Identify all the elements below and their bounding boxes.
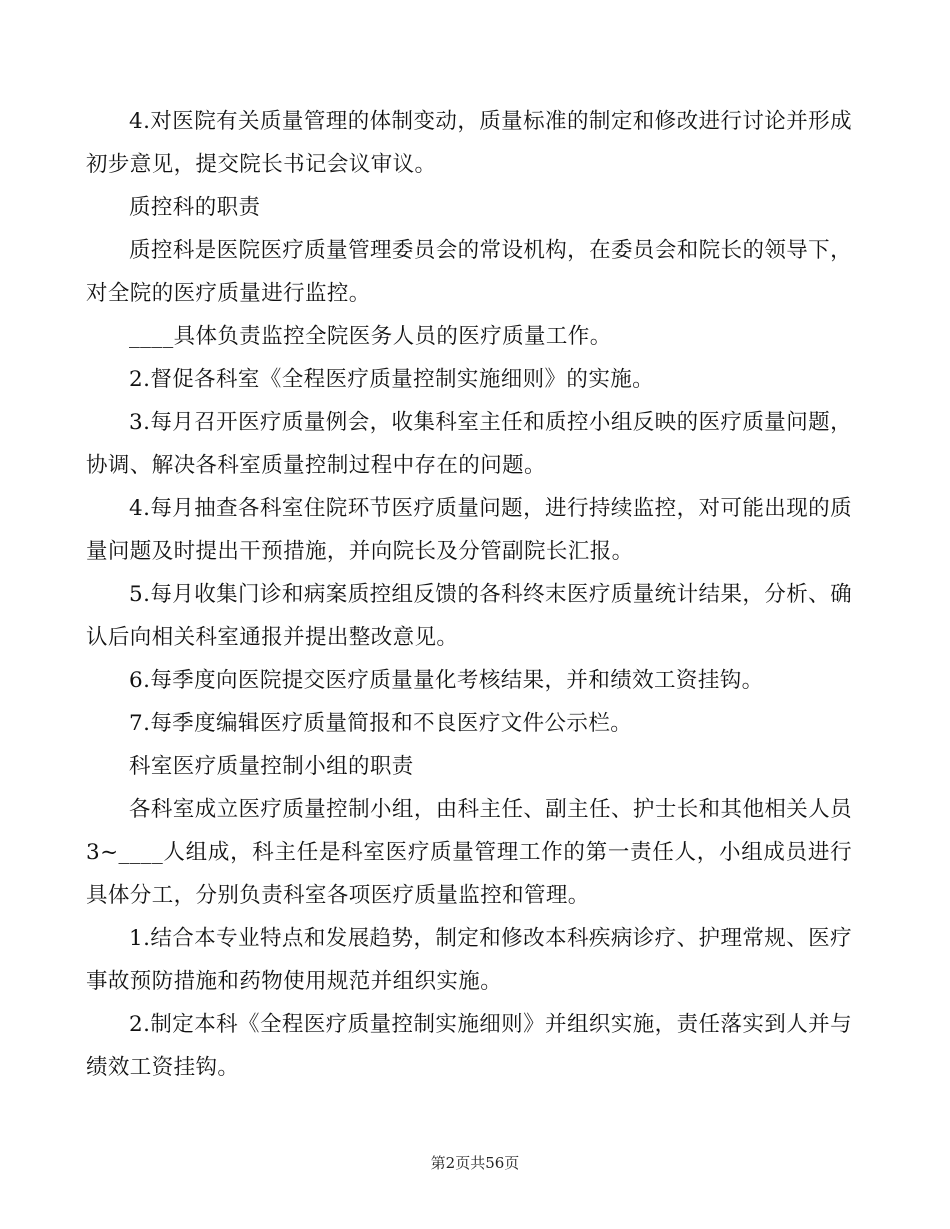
section-heading-dept-qc-group: 科室医疗质量控制小组的职责: [129, 754, 414, 779]
paragraph-13: 1.结合本专业特点和发展趋势，制定和修改本科疾病诊疗、护理常规、医疗事故预防措施和药物使用规范并组织实施。: [86, 926, 852, 994]
paragraph-14: 2.制定本科《全程医疗质量控制实施细则》并组织实施，责任落实到人并与绩效工资挂钩。: [86, 1012, 852, 1080]
paragraph-1: 4.对医院有关质量管理的体制变动，质量标准的制定和修改进行讨论并形成初步意见，提交院长书记会议审议。: [86, 109, 852, 177]
document-page: [86, 100, 852, 1089]
paragraph-3: 质控科是医院医疗质量管理委员会的常设机构，在委员会和院长的领导下，对全院的医疗质量进行监控。: [86, 238, 852, 306]
paragraph-6: 3.每月召开医疗质量例会，收集科室主任和质控小组反映的医疗质量问题，协调、解决各科室质量控制过程中存在的问题。: [86, 410, 852, 478]
page-number: 第2页共56页: [430, 1154, 520, 1172]
paragraph-12: 各科室成立医疗质量控制小组，由科主任、副主任、护士长和其他相关人员3~____人组成，科主任是科室医疗质量管理工作的第一责任人，小组成员进行具体分工，分别负责科室各项医疗质量监控和管理。: [86, 797, 852, 908]
paragraph-4: ____具体负责监控全院医务人员的医疗质量工作。: [129, 324, 612, 349]
paragraph-9: 6.每季度向医院提交医疗质量量化考核结果，并和绩效工资挂钩。: [129, 668, 764, 693]
paragraph-8: 5.每月收集门诊和病案质控组反馈的各科终末医疗质量统计结果，分析、确认后向相关科室通报并提出整改意见。: [86, 582, 852, 650]
section-heading-quality-control-dept: 质控科的职责: [129, 195, 261, 220]
paragraph-10: 7.每季度编辑医疗质量简报和不良医疗文件公示栏。: [129, 711, 633, 736]
paragraph-7: 4.每月抽查各科室住院环节医疗质量问题，进行持续监控，对可能出现的质量问题及时提出干预措施，并向院长及分管副院长汇报。: [86, 496, 852, 564]
paragraph-5: 2.督促各科室《全程医疗质量控制实施细则》的实施。: [129, 367, 655, 392]
